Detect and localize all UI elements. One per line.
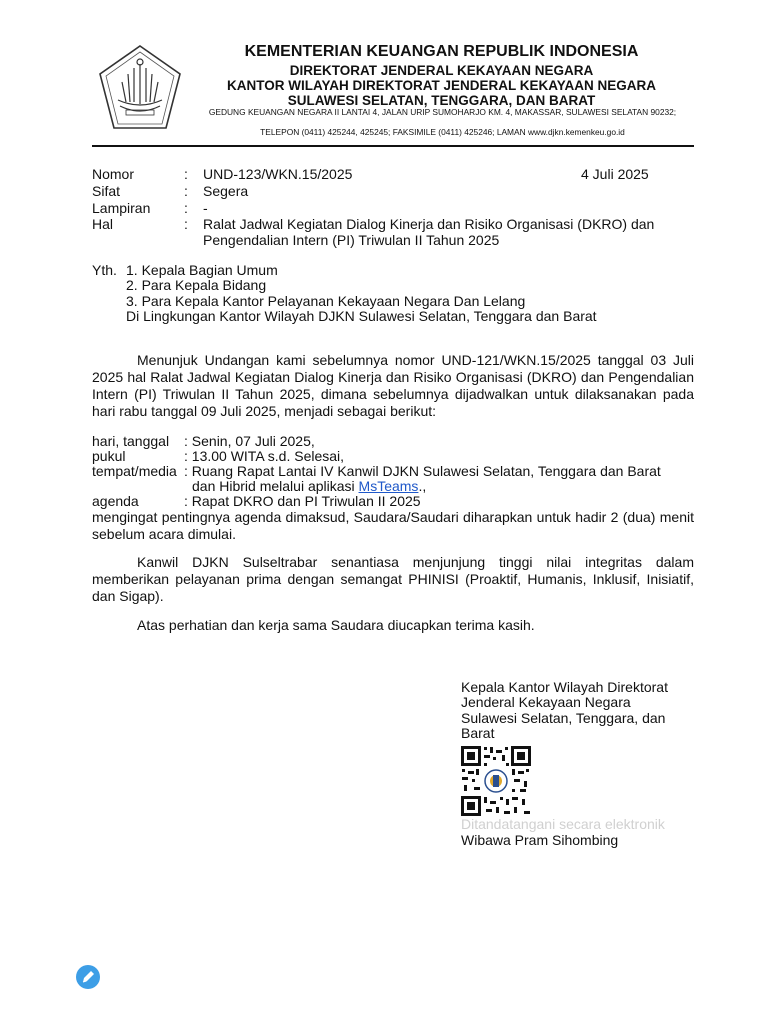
sifat-colon: : [184, 183, 188, 199]
letterhead-address: GEDUNG KEUANGAN NEGARA II LANTAI 4, JALAN URIP SUMOHARJO KM. 4, MAKASSAR, SULAWESI SELATAN 90232; [208, 107, 677, 117]
kemenkeu-emblem-icon [96, 44, 184, 132]
agenda-value: : Rapat DKRO dan PI Triwulan II 2025 [184, 493, 421, 509]
tempat-label: tempat/media [92, 463, 177, 479]
edit-icon [76, 965, 100, 989]
kemenkeu-logo [96, 44, 184, 132]
signature-title-line: Barat [461, 725, 495, 741]
lampiran-value: - [203, 200, 208, 216]
letterhead-office-line2: SULAWESI SELATAN, TENGGARA, DAN BARAT [287, 93, 596, 108]
sifat-value: Segera [203, 183, 249, 199]
sifat-label: Sifat [92, 183, 121, 199]
hal-label: Hal [92, 216, 114, 232]
body-paragraph-closing: Atas perhatian dan kerja sama Saudara diucapkan terima kasih. [137, 617, 535, 633]
nomor-colon: : [184, 166, 188, 182]
tempat-value-line2 [192, 478, 426, 494]
tempat-line2-prefix: dan Hibrid melalui aplikasi [192, 478, 359, 494]
hal-value-line2: Pengendalian Intern (PI) Triwulan II Tahun 2025 [203, 232, 500, 248]
body-paragraph-intro: Menunjuk Undangan kami sebelumnya nomor UND-121/WKN.15/2025 tanggal 03 Juli 2025 hal Ralat Jadwal Kegiatan Dialog Kinerja dan Risiko Organisasi (DKRO) dan Pengendalian Intern (PI) Triwulan II Tahun 2025, dimana sebelumnya dijadwalkan untuk dilaksanakan pada hari rabu tanggal 09 Juli 2025, menjadi sebagai berikut: [92, 352, 694, 419]
nomor-value: UND-123/WKN.15/2025 [203, 166, 353, 182]
body-paragraph-attendance: mengingat pentingnya agenda dimaksud, Saudara/Saudari diharapkan untuk hadir 2 (dua) menit sebelum acara dimulai. [92, 509, 694, 542]
signature-title-line: Jenderal Kekayaan Negara [461, 694, 631, 710]
hari-value: : Senin, 07 Juli 2025, [184, 433, 315, 449]
recipient-scope: Di Lingkungan Kantor Wilayah DJKN Sulawesi Selatan, Tenggara dan Barat [126, 308, 597, 324]
recipient-item: 1. Kepala Bagian Umum [126, 262, 278, 278]
letterhead-contact: TELEPON (0411) 425244, 425245; FAKSIMILE (0411) 425246; LAMAN www.djkn.kemenkeu.go.id [260, 127, 625, 137]
lampiran-colon: : [184, 200, 188, 216]
signatory-name: Wibawa Pram Sihombing [461, 832, 619, 848]
body-paragraph-integrity: Kanwil DJKN Sulseltrabar senantiasa menjunjung tinggi nilai integritas dalam memberikan pelayanan prima dengan semangat PHINISI (Proaktif, Humanis, Inklusif, Inisiatif, dan Sigap). [92, 554, 694, 604]
signature-title-line: Sulawesi Selatan, Tenggara, dan [461, 710, 666, 726]
nomor-label: Nomor [92, 166, 135, 182]
esign-note: Ditandatangani secara elektronik [461, 816, 665, 832]
letter-date: 4 Juli 2025 [581, 166, 649, 182]
letterhead-ministry: KEMENTERIAN KEUANGAN REPUBLIK INDONESIA [244, 43, 639, 60]
edit-fab-button[interactable] [76, 965, 100, 989]
msteams-link[interactable]: MsTeams [358, 478, 419, 494]
lampiran-label: Lampiran [92, 200, 151, 216]
tempat-value: : Ruang Rapat Lantai IV Kanwil DJKN Sulawesi Selatan, Tenggara dan Barat [184, 463, 661, 479]
hal-value-line1: Ralat Jadwal Kegiatan Dialog Kinerja dan Risiko Organisasi (DKRO) dan [203, 216, 655, 232]
recipient-item: 3. Para Kepala Kantor Pelayanan Kekayaan Negara Dan Lelang [126, 293, 526, 309]
qr-code-icon [460, 745, 532, 817]
signature-title-line: Kepala Kantor Wilayah Direktorat [461, 679, 668, 695]
signature-qr-code [460, 745, 532, 817]
pukul-label: pukul [92, 448, 126, 464]
yth-label: Yth. [92, 262, 117, 278]
recipient-item: 2. Para Kepala Bidang [126, 277, 267, 293]
letterhead-divider [92, 145, 694, 147]
letterhead-directorate: DIREKTORAT JENDERAL KEKAYAAN NEGARA [289, 63, 594, 78]
hari-label: hari, tanggal [92, 433, 170, 449]
tempat-line2-suffix: ., [418, 478, 427, 494]
agenda-label: agenda [92, 493, 139, 509]
hal-colon: : [184, 216, 188, 232]
pukul-value: : 13.00 WITA s.d. Selesai, [184, 448, 345, 464]
letterhead-office-line1: KANTOR WILAYAH DIREKTORAT JENDERAL KEKAYAAN NEGARA [226, 78, 657, 93]
